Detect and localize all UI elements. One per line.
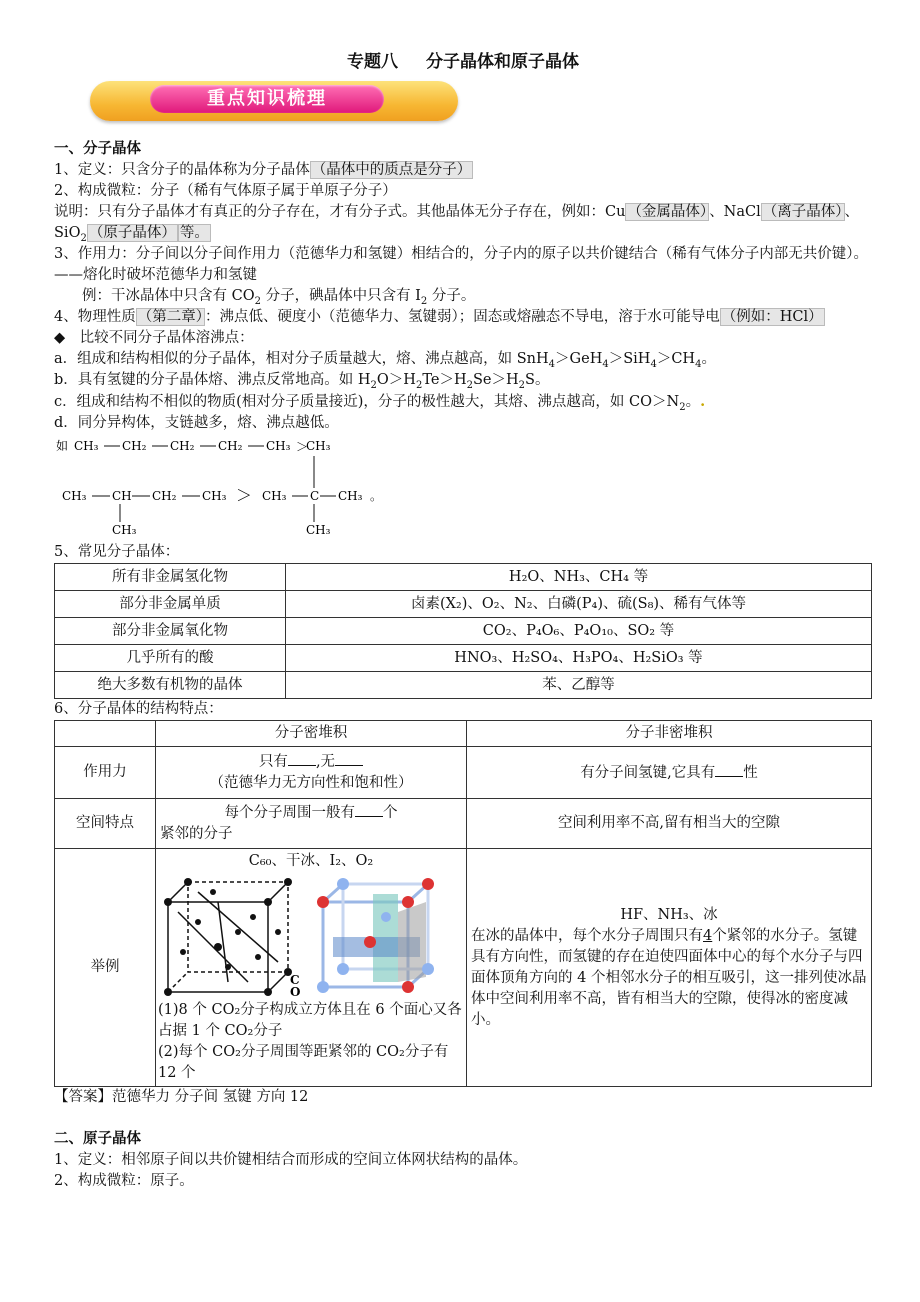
crystal-figures — [158, 872, 458, 1000]
structure-table — [54, 720, 872, 1087]
formula-ch3-c: CH₃ — [62, 489, 87, 503]
formula-ch2-a: CH₂ — [122, 439, 147, 453]
banner-label: 重点知识梳理 — [150, 85, 384, 113]
note-line: 说明：只有分子晶体才有真正的分子存在，才有分子式。其他晶体无分子存在，例如：Cu （金属晶体） 、NaCl （离子晶体） 、SiO$_2$ （原子晶体） 等。 — [54, 204, 860, 244]
formula-ch3-f: CH₃ — [262, 489, 287, 503]
blank-3[interactable] — [715, 762, 743, 777]
row-space-label: 空间特点 — [55, 799, 156, 849]
space-dense-cell: 每个分子周围一般有 个 紧邻的分子 — [156, 799, 467, 849]
blank-1[interactable] — [288, 751, 316, 766]
header-nondense: 分子非密堆积 — [467, 721, 872, 747]
compare-heading: ◆ 比较不同分子晶体溶沸点： — [54, 330, 254, 346]
crystal-category: 几乎所有的酸 — [55, 645, 286, 672]
header-dense: 分子密堆积 — [156, 721, 467, 747]
formula-gt-2: ＞ — [236, 486, 253, 505]
example-note-1: (1)8 个 CO₂分子构成立方体且在 6 个面心又各占据 1 个 CO₂分子 — [158, 1002, 462, 1039]
example-note-2: (2)每个 CO₂分子周围等距紧邻的 CO₂分子有 12 个 — [158, 1044, 449, 1081]
blank-2[interactable] — [335, 751, 363, 766]
document-page — [54, 52, 872, 1192]
crystal-examples: H₂O、NH₃、CH₄ 等 — [286, 564, 872, 591]
section-banner — [90, 81, 872, 129]
formula-ch3-a: CH₃ — [74, 439, 99, 453]
table-row — [55, 564, 872, 591]
force-nondense-cell: 有分子间氢键,它具有 性 — [467, 747, 872, 799]
crystal-examples: 卤素(X₂)、O₂、N₂、白磷(P₄)、硫(S₈)、稀有气体等 — [286, 591, 872, 618]
common-title: 5、常见分子晶体： — [54, 544, 180, 560]
formula-ch3-g: CH₃ — [306, 439, 331, 453]
force-line: 3、作用力：分子间以分子间作用力（范德华力和氢键）相结合的，分子内的原子以共价键结合（稀有气体分子内部无共价键）。——熔化时破坏范德华力和氢键 — [54, 246, 868, 283]
row-force-label: 作用力 — [55, 747, 156, 799]
answer-line: 【答案】范德华力 分子间 氢键 方向 12 — [54, 1089, 309, 1105]
section-2-composition: 2、构成微粒：原子。 — [54, 1173, 194, 1189]
space-nondense-cell: 空间利用率不高,留有相当大的空隙 — [467, 799, 872, 849]
crystal-examples: HNO₃、H₂SO₄、H₃PO₄、H₂SiO₃ 等 — [286, 645, 872, 672]
formula-ch3-i: CH₃ — [338, 489, 363, 503]
formula-ch2-c: CH₂ — [218, 439, 243, 453]
crystal-category: 绝大多数有机物的晶体 — [55, 672, 286, 699]
physical-properties: 4、物理性质 （第二章） ：沸点低、硬度小（范德华力、氢键弱）；固态或熔融态不导电，溶于水可能导电 （例如：HCl） — [54, 309, 823, 325]
formula-ch2-d: CH₂ — [152, 489, 177, 503]
section-2-heading: 二、原子晶体 — [54, 1131, 141, 1147]
compare-d: d．同分异构体，支链越多，熔、沸点越低。 — [54, 415, 339, 431]
compare-c: c．组成和结构不相似的物质(相对分子质量接近)，分子的极性越大，其熔、沸点越高，如 $CO>N_2$。. — [54, 393, 706, 413]
section-2-definition: 1、定义：相邻原子间以共价键相结合而形成的空间立体网状结构的晶体。 — [54, 1152, 528, 1168]
formula-ch3-b: CH₃ — [266, 439, 291, 453]
crystal-category: 部分非金属单质 — [55, 591, 286, 618]
isomer-formula-figure — [54, 434, 474, 542]
blank-4[interactable] — [355, 802, 383, 817]
section-1-heading: 一、分子晶体 — [54, 141, 141, 157]
isomer-example — [54, 434, 872, 542]
common-crystals-table — [54, 563, 872, 699]
formula-gt-1: ＞ — [296, 440, 309, 454]
example-dense-cell: C₆₀、干冰、I₂、O₂ C O (1)8 个 CO₂分子构成立方体且在 6 个面心又各占据 1 个 CO₂分子 (2)每个 CO₂分子周围等距紧邻的 CO₂分子有 12 个 — [156, 849, 467, 1087]
formula-ch: CH — [112, 489, 132, 503]
force-dense-cell: 只有 ,无 （范德华力无方向性和饱和性） — [156, 747, 467, 799]
structure-title: 6、分子晶体的结构特点： — [54, 701, 223, 717]
formula-ch3-e: CH₃ — [202, 489, 227, 503]
co2-unit-cell-figure — [168, 882, 288, 992]
crystal-category: 部分非金属氧化物 — [55, 618, 286, 645]
crystal-examples: 苯、乙醇等 — [286, 672, 872, 699]
composition-line: 2、构成微粒：分子（稀有气体原子属于单原子分子） — [54, 183, 397, 199]
ice-cubic-figure — [317, 878, 434, 993]
formula-ch2-b: CH₂ — [170, 439, 195, 453]
formula-ch3-d: CH₃ — [112, 523, 137, 537]
co2-label-c: C — [290, 973, 300, 987]
table-row — [55, 591, 872, 618]
formula-ch3-h: CH₃ — [306, 523, 331, 537]
formula-dot: 。 — [370, 489, 383, 503]
crystal-examples: CO₂、P₄O₆、P₄O₁₀、SO₂ 等 — [286, 618, 872, 645]
definition-line: 1、定义：只含分子的晶体称为分子晶体 （晶体中的质点是分子） — [54, 162, 472, 178]
co2-label-o: O — [290, 985, 301, 999]
table-row — [55, 645, 872, 672]
compare-a: a．组成和结构相似的分子晶体，相对分子质量越大，熔、沸点越高，如 $SnH_4>GeH_4>SiH_4>CH_4$。 — [54, 351, 716, 370]
example-prefix: 如 — [56, 439, 69, 453]
force-example: 例：干冰晶体中只含有 $CO_2$ 分子，碘晶体中只含有 $I_2$ 分子。 — [82, 288, 476, 307]
page-title: 专题八 分子晶体和原子晶体 — [347, 52, 579, 72]
table-row — [55, 672, 872, 699]
row-example-label: 举例 — [55, 849, 156, 1087]
table-row — [55, 618, 872, 645]
formula-c: C — [310, 489, 320, 503]
crystal-category: 所有非金属氢化物 — [55, 564, 286, 591]
compare-b: b．具有氢键的分子晶体熔、沸点反常地高。如 $H_2O>H_2Te>H_2Se>H_2S$。 — [54, 372, 550, 391]
example-nondense-cell: HF、NH₃、冰 在冰的晶体中，每个水分子周围只有4个紧邻的水分子。氢键具有方向性，而氢键的存在迫使四面体中心的每个水分子与四面体顶角方向的 4 个相邻水分子的相互吸引，这一排列使冰晶体中空间利用率不高，皆有相当大的空隙，使得冰的密度减小。 — [467, 849, 872, 1087]
